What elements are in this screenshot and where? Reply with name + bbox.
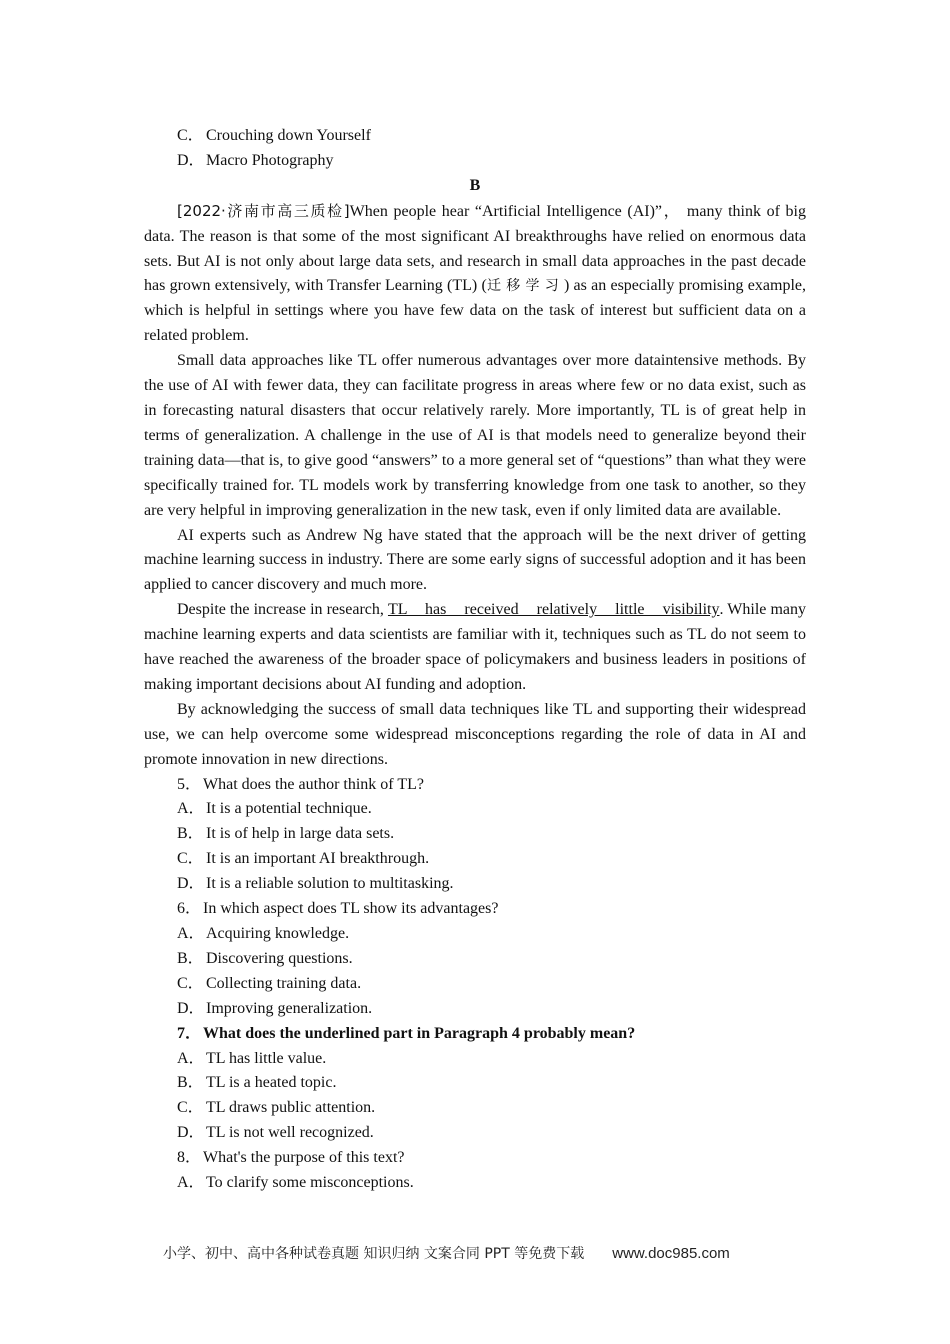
paragraph-text: ) as an especially promising example, which is helpful in settings where you have few data on the task of interest but sufficient data on a related problem.	[144, 277, 806, 345]
prev-option-c	[144, 124, 806, 149]
paragraph-text: . While many machine learning experts and data scientists are familiar with it, techniques such as TL do not seem to have reached the awareness of the broader space of policymakers and business leaders in positions of making important decisions about AI funding and adoption.	[144, 601, 806, 693]
option-text: Collecting training data.	[206, 974, 362, 992]
question-number: 8．	[177, 1149, 202, 1167]
footer-text: 小学、初中、高中各种试卷真题 知识归纳 文案合同 PPT 等免费下载	[163, 1246, 585, 1262]
option-label: B．	[177, 825, 204, 843]
question-7	[144, 1022, 806, 1047]
question-number: 7．	[177, 1024, 202, 1042]
option-text: TL has little value.	[206, 1049, 327, 1067]
question-text: In which aspect does TL show its advantages?	[203, 900, 499, 918]
option-label: C．	[177, 127, 204, 144]
option-text: Discovering questions.	[206, 949, 353, 967]
question-7-option-a	[144, 1047, 806, 1072]
chinese-gloss: 迁移学习	[486, 278, 564, 295]
footer-url-link[interactable]: www.doc985.com	[612, 1245, 730, 1262]
question-text: What's the purpose of this text?	[203, 1149, 405, 1167]
passage-paragraph-5: By acknowledging the success of small data techniques like TL and supporting their widespread use, we can help overcome some widespread misconceptions regarding the role of data in AI and promote innovation in new directions.	[144, 700, 806, 768]
question-6	[144, 897, 806, 922]
passage-paragraph-1	[144, 199, 806, 349]
question-7-option-c	[144, 1096, 806, 1121]
option-label: D．	[177, 151, 205, 169]
option-label: A．	[177, 1174, 205, 1192]
paragraph-text: Despite the increase in research,	[177, 601, 388, 619]
option-text: It is a reliable solution to multitasking.	[206, 875, 454, 893]
question-text: What does the author think of TL?	[203, 775, 424, 793]
option-label: A．	[177, 1049, 205, 1067]
option-label: C．	[177, 850, 204, 868]
option-text: Improving generalization.	[206, 999, 373, 1017]
passage-paragraph-4	[144, 598, 806, 698]
option-label: D．	[177, 875, 205, 893]
question-5-option-b	[144, 822, 806, 847]
question-8	[144, 1146, 806, 1171]
question-6-option-c	[144, 972, 806, 997]
option-text: Macro Photography	[206, 151, 334, 169]
passage-paragraph-2: Small data approaches like TL offer numerous advantages over more dataintensive methods. By the use of AI with fewer data, they can facilitate progress in areas where few or no data exist, such as in forecasting natural disasters that occur relatively rarely. More importantly, TL is of great help in terms of generalization. A challenge in the use of AI is that models need to generalize beyond their training data—that is, to give good “answers” to a more general set of “questions” than what they were specifically trained for. TL models work by transferring knowledge from one task to another, so they are very helpful in improving generalization in the new task, even if only limited data are available.	[144, 352, 806, 519]
option-text: TL draws public attention.	[206, 1099, 376, 1117]
question-5-option-d	[144, 872, 806, 897]
option-text: It is of help in large data sets.	[206, 825, 395, 843]
question-text: What does the underlined part in Paragraph 4 probably mean?	[203, 1024, 636, 1042]
passage-source: [2022·济南市高三质检]	[177, 201, 350, 220]
section-title: B	[469, 176, 481, 194]
question-6-option-b	[144, 947, 806, 972]
document-page	[144, 124, 806, 1196]
question-7-option-d	[144, 1121, 806, 1146]
underlined-phrase: TL has received relatively little visibility	[387, 601, 720, 619]
option-label: B．	[177, 1074, 204, 1092]
question-8-option-a	[144, 1171, 806, 1196]
option-label: D．	[177, 1124, 205, 1142]
prev-option-d	[144, 149, 806, 174]
option-label: D．	[177, 999, 205, 1017]
option-text: It is an important AI breakthrough.	[206, 850, 430, 868]
question-5-option-c	[144, 847, 806, 872]
option-label: B．	[177, 949, 204, 967]
question-5	[144, 773, 806, 798]
option-text: Crouching down Yourself	[206, 127, 371, 144]
option-text: It is a potential technique.	[206, 800, 372, 818]
option-label: A．	[177, 925, 205, 942]
question-6-option-d	[144, 997, 806, 1022]
passage-paragraph-3: AI experts such as Andrew Ng have stated that the approach will be the next driver of getting machine learning success in industry. There are some early signs of successful adoption and it has been applied to cancer discovery and much more.	[144, 526, 806, 594]
option-text: TL is not well recognized.	[206, 1124, 374, 1142]
option-label: A．	[177, 800, 205, 818]
page-footer	[163, 1243, 730, 1263]
question-5-option-a	[144, 797, 806, 822]
paragraph-text: When people hear “Artificial Intelligence (AI)”， many think of big data. The reason is that some of the most significant AI breakthroughs have relied on enormous data sets. But AI is not only about large data sets, and research in small data approaches in the past decade has grown extensively, with Transfer Learning (TL) (	[144, 202, 806, 295]
option-text: TL is a heated topic.	[206, 1074, 337, 1092]
option-label: C．	[177, 974, 204, 992]
option-label: C．	[177, 1099, 204, 1117]
question-6-option-a	[144, 922, 806, 947]
option-text: To clarify some misconceptions.	[206, 1174, 414, 1192]
option-text: Acquiring knowledge.	[206, 925, 350, 942]
question-number: 5．	[177, 775, 202, 793]
question-number: 6．	[177, 900, 202, 918]
question-7-option-b	[144, 1071, 806, 1096]
